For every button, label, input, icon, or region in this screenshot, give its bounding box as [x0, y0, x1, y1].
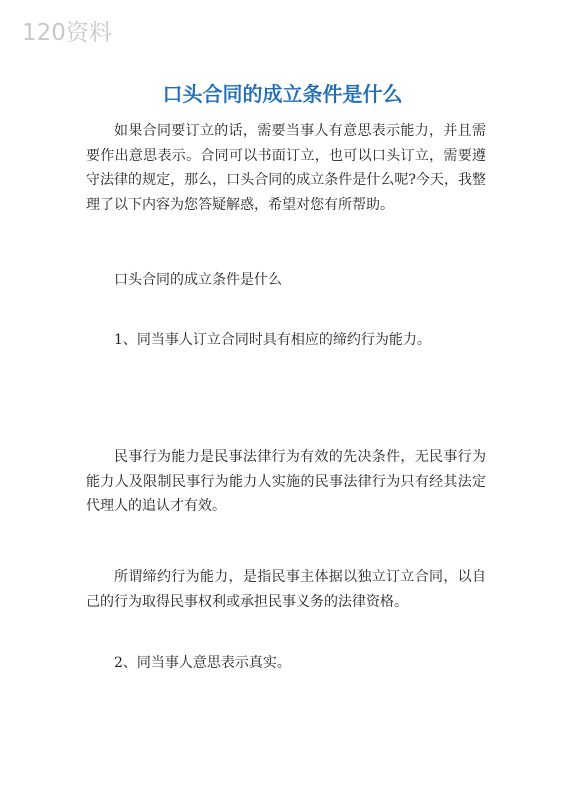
intro-paragraph: 如果合同要订立的话，需要当事人有意思表示能力，并且需要作出意思表示。合同可以书面订立，也可以口头订立，需要遵守法律的规定，那么，口头合同的成立条件是什么呢?今天，我整理了以下内容为您答疑解惑，希望对您有所帮助。 — [86, 123, 486, 213]
definition-paragraph: 所谓缔约行为能力，是指民事主体据以独立订立合同，以自己的行为取得民事权利或承担民事义务的法律资格。 — [86, 569, 486, 610]
watermark-logo: 120资料 — [22, 20, 112, 46]
condition-1-paragraph: 1、同当事人订立合同时具有相应的缔约行为能力。 — [114, 332, 431, 348]
condition-2-paragraph: 2、同当事人意思表示真实。 — [114, 655, 291, 671]
capacity-paragraph: 民事行为能力是民事法律行为有效的先决条件，无民事行为能力人及限制民事行为能力人实施的民事法律行为只有经其法定代理人的追认才有效。 — [86, 449, 486, 514]
document-title: 口头合同的成立条件是什么 — [162, 82, 403, 106]
section-heading: 口头合同的成立条件是什么 — [114, 272, 282, 288]
